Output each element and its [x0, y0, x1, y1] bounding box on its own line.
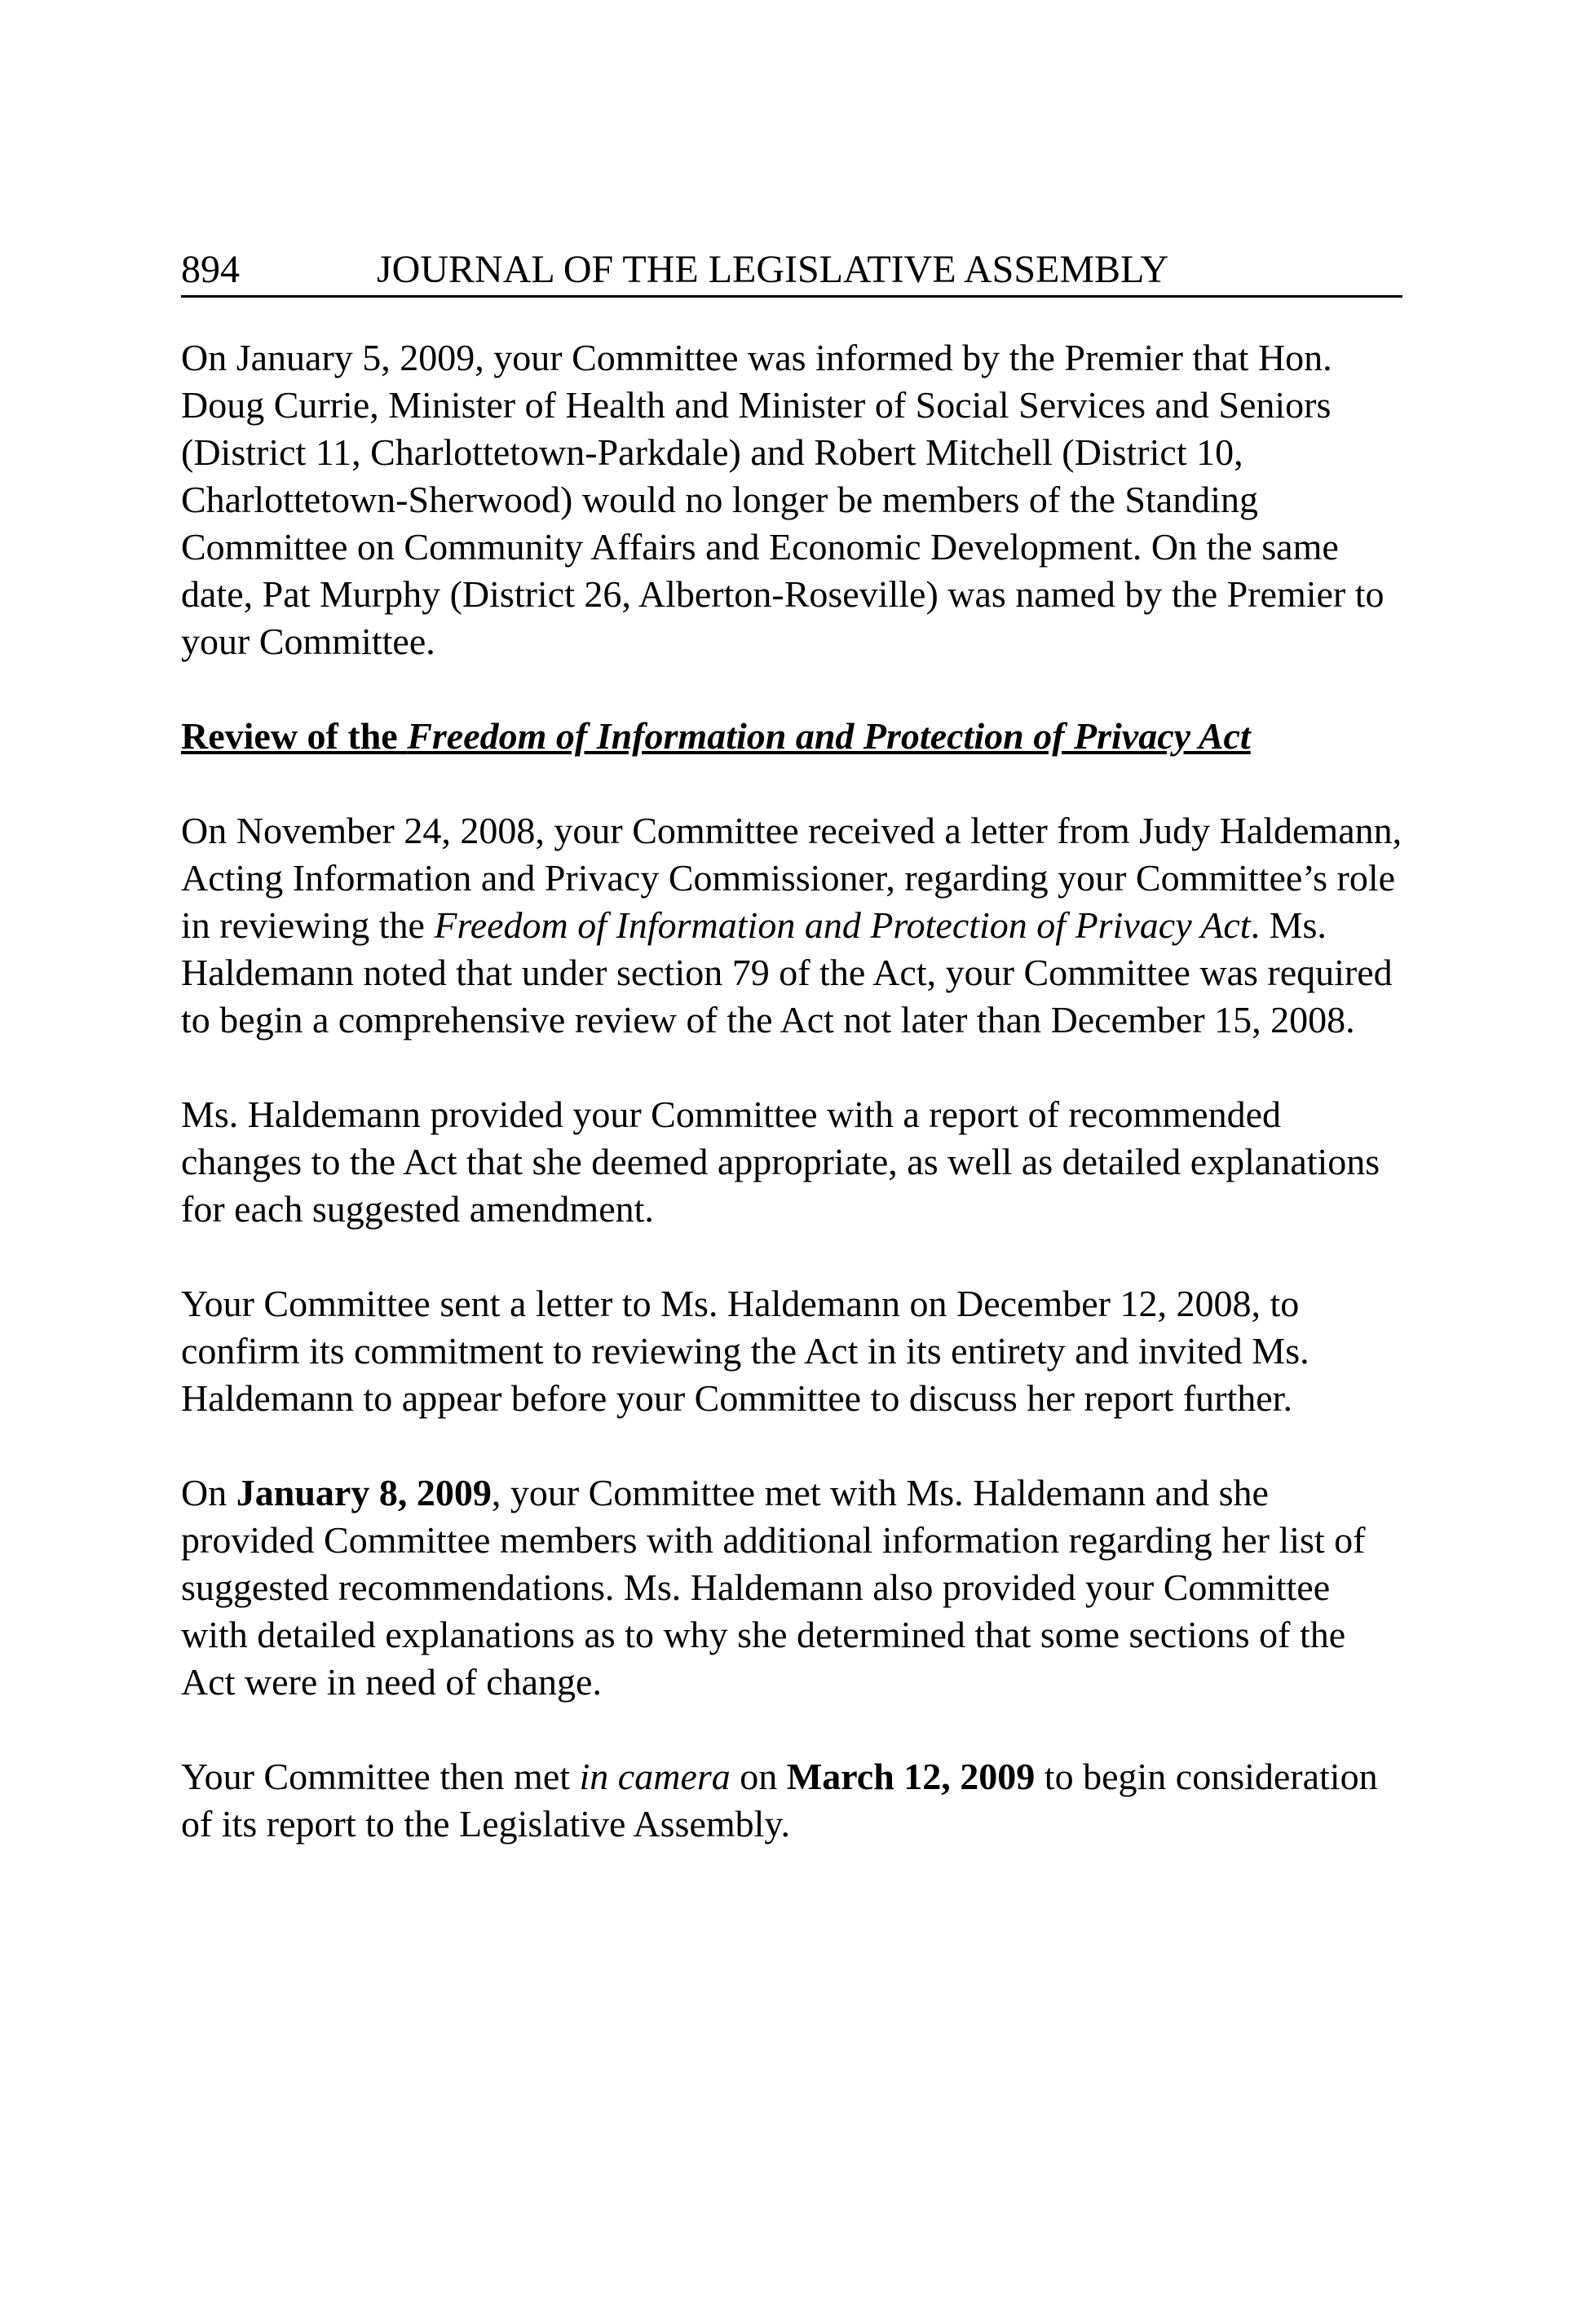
in-camera-italic: in camera: [579, 1756, 731, 1797]
paragraph-meeting-march: [181, 1753, 1402, 1848]
journal-title: JOURNAL OF THE LEGISLATIVE ASSEMBLY: [377, 248, 1169, 291]
meeting-date-january: January 8, 2009: [236, 1472, 492, 1513]
section-heading-text: Review of the: [181, 715, 408, 757]
paragraph-meeting-march-text: to begin consideration of its report to the Legislative Assembly.: [181, 1756, 1378, 1845]
paragraph-meeting-march-on: on: [730, 1756, 787, 1797]
paragraph-meeting-january: [181, 1469, 1402, 1706]
paragraph-committee-membership: On January 5, 2009, your Committee was informed by the Premier that Hon. Doug Currie, Minister of Health and Minister of Social Services and Seniors (District 11, Charlottetown-Parkdale) and Robert Mitchell (District 10, Charlottetown-Sherwood) would no longer be members of the Standing Committee on Community Affairs and Economic Development. On the same date, Pat Murphy (District 26, Alberton-Roseville) was named by the Premier to your Committee.: [181, 337, 1385, 662]
paragraph-letter-received: [181, 807, 1402, 1044]
document-body: [181, 334, 1402, 1895]
paragraph-meeting-january-text: , your Committee met with Ms. Haldemann and she provided Committee members with additional information regarding her list of suggested recommendations. Ms. Haldemann also provided your Committee with detailed explanations as to why she determined that some sections of the Act were in need of change.: [181, 1472, 1366, 1703]
paragraph-meeting-january-lead: On: [181, 1472, 236, 1513]
document-page: [181, 245, 1402, 1845]
page-header: [181, 245, 1402, 298]
page-number: 894: [181, 248, 240, 291]
meeting-date-march: March 12, 2009: [786, 1756, 1036, 1797]
act-title-italic: Freedom of Information and Protection of Privacy Act: [434, 904, 1251, 946]
paragraph-meeting-march-lead: Your Committee then met: [181, 1756, 580, 1797]
paragraph-letter-received-continued: . Ms. Haldemann noted that under section 79 of the Act, your Committee was required to begin a comprehensive review of the Act not later than December 15, 2008.: [181, 904, 1393, 1040]
section-heading: [181, 713, 1402, 760]
paragraph-letter-received-text: On November 24, 2008, your Committee received a letter from Judy Haldemann, Acting Information and Privacy Commissioner, regarding your Committee’s role in reviewing the: [181, 810, 1402, 946]
paragraph-letter-sent: Your Committee sent a letter to Ms. Haldemann on December 12, 2008, to confirm its commitment to reviewing the Act in its entirety and invited Ms. Haldemann to appear before your Committee to discuss her report further.: [181, 1283, 1310, 1419]
paragraph-report-provided: Ms. Haldemann provided your Committee with a report of recommended changes to the Act that she deemed appropriate, as well as detailed explanations for each suggested amendment.: [181, 1094, 1380, 1230]
section-heading-act-title: Freedom of Information and Protection of Privacy Act: [407, 715, 1251, 757]
